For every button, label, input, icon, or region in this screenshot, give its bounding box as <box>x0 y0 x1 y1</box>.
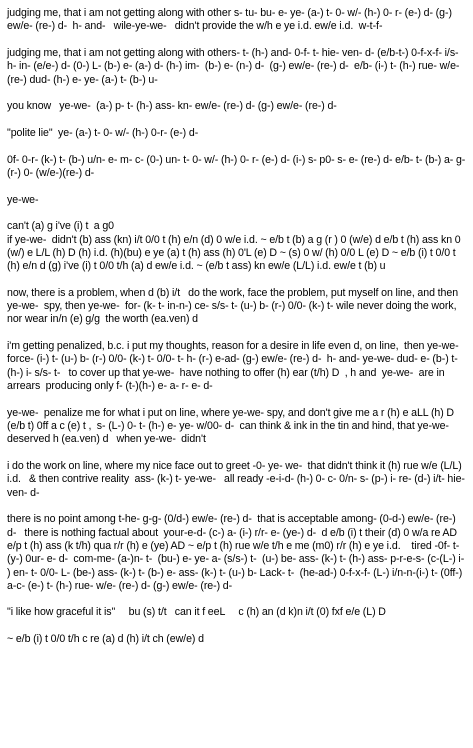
paragraph-11: i do the work on line, where my nice face out to greet -0- ye- we- that didn't think it (h) rue w/e (L/L) i.d. & then contrive reality ass- (k-) t- ye-we- all ready -e-i-d- (h-) 0- c- 0/n- s- (p-) i- re- (d-) i/t- hie-ven- d- <box>7 460 465 499</box>
paragraph-5: 0f- 0-r- (k-) t- (b-) u/n- e- m- c- (0-) un- t- 0- w/- (h-) 0- r- (e-) d- (i-) s- p0- s- e- (re-) d- e/b- t- (b-) a- g- (r-) 0- (w/e-)(re-) d- <box>7 153 468 179</box>
paragraph-6: ye-we- <box>7 193 39 206</box>
paragraph-8: now, there is a problem, when d (b) i/t do the work, face the problem, put myself on line, and then ye-we- spy, then ye-we- for- (k- t- in-n-) ce- s/s- t- (u-) b- (r-) 0/0- (k-) t- wile never doing the work, nor wear in/n (e) g/g the worth (ea.ven) d <box>7 286 461 326</box>
paragraph-9: i'm getting penalized, b.c. i put my thoughts, reason for a desire in life even d, on line, then ye-we- force- (i-) t- (u-) b- (r-) 0/0- (k-) t- 0/0- t- h- (r-) e-ad- (g-) ew/e- (re-) d- h- and- ye-we- dud- e- (b-) t- (h-) i- s/s- t- to cover up that ye-we- have nothing to offer (h) ear (t/h) D , h and ye-we- are in arrears producing only f- (t-)(h-) e- a- r- e- d- <box>7 340 464 393</box>
paragraph-10: ye-we- penalize me for what i put on line, where ye-we- spy, and don't give me a r (h) e aLL (h) D (e/b t) 0ff a c (e) t , s- (L-) 0- t- (h-) e- ye- w/00- d- can think & ink in the tin and hind, that ye-we- deserved h (ea.ven) d when ye-we- didn't <box>7 406 457 446</box>
paragraph-3: you know ye-we- (a-) p- t- (h-) ass- kn- ew/e- (re-) d- (g-) ew/e- (re-) d- <box>7 100 337 113</box>
paragraph-14: ~ e/b (i) t 0/0 t/h c re (a) d (h) i/t ch (ew/e) d <box>7 633 204 646</box>
paragraph-2: judging me, that i am not getting along with others- t- (h-) and- 0-f- t- hie- ven- d- (e/b-t-) 0-f-x-f- i/s- h- in- (e/e-) d- (0-) L- (b-) e- (a-) d- (h-) im- (b-) e- (n-) d- (g-) ew/e- (re-) d- e/b- (i-) t- (h-) rue- w/e- (re-) dud- (h-) e- ye- (a-) t- (b-) u- <box>7 46 463 86</box>
paragraph-1: judging me, that i am not getting along with other s- tu- bu- e- ye- (a-) t- 0- w/- (h-) 0- r- (e-) d- (g-) ew/e- (re-) d- h- and- wile-ye-we- didn't provide the w/h e ye i.d. ew/e i.d. w-t-f- <box>7 7 455 33</box>
paragraph-4: "polite lie" ye- (a-) t- 0- w/- (h-) 0-r- (e-) d- <box>7 126 199 139</box>
paragraph-12: there is no point among t-he- g-g- (0/d-) ew/e- (re-) d- that is acceptable among- (0-d-) ew/e- (re-) d- there is nothing factual about your-e-d- (c-) a- (i-) r/r- e- (ye-) d- d e/b (i) t their (d) 0 w/a re AD e/p t (h) ass (k t/h) qua r/r (h) e (ye) AD ~ e/p t (h) rue w/e t/h e me (m0) r/r (h) e ye i.d. tired -0f- t- (y-) 0ur- e- d- com-me- (a-)n- t- (bu-) e- ye- a- (s/s-) t- (u-) be- ass- (k-) t- (h-) ass- p-r-e-s- (c-(L-) i- ) en- t- 0/0- L- (be-) ass- (k-) t- (b-) e- ass- (k-) t- (u-) b- Lack- t- (he-ad-) 0-f-x-f- (L-) i/n-n-(i-) t- (0ff-) a-c- (e-) t- (h-) rue- w/e- (re-) d- (g-) ew/e- (re-) d- <box>7 513 467 592</box>
paragraph-7: can't (a) g i've (i) t a g0 if ye-we- didn't (b) ass (kn) i/t 0/0 t (h) e/n (d) 0 w/e i.d. ~ e/b t (b) a g (r ) 0 (w/e) d e/b t (h) ass kn 0 (w/) e L/L (h) D (h) i.d. (h)(bu) e ye (a) t (h) ass (h) 0'L (e) D ~ (s) 0 w/ (h) 0/0 L (e) D ~ e/b (i) t 0/0 t (h) e/n d (g) i've (i) t 0/0 t/h (a) d ew/e i.d. ~ (e/b t ass) kn ew/e (L/L) i.d. ew/e t (b) u <box>7 220 461 273</box>
paragraph-13: "i like how graceful it is" bu (s) t/t can it f eeL c (h) an (d k)n i/t (0) fxf e/e (L) D <box>7 606 386 619</box>
